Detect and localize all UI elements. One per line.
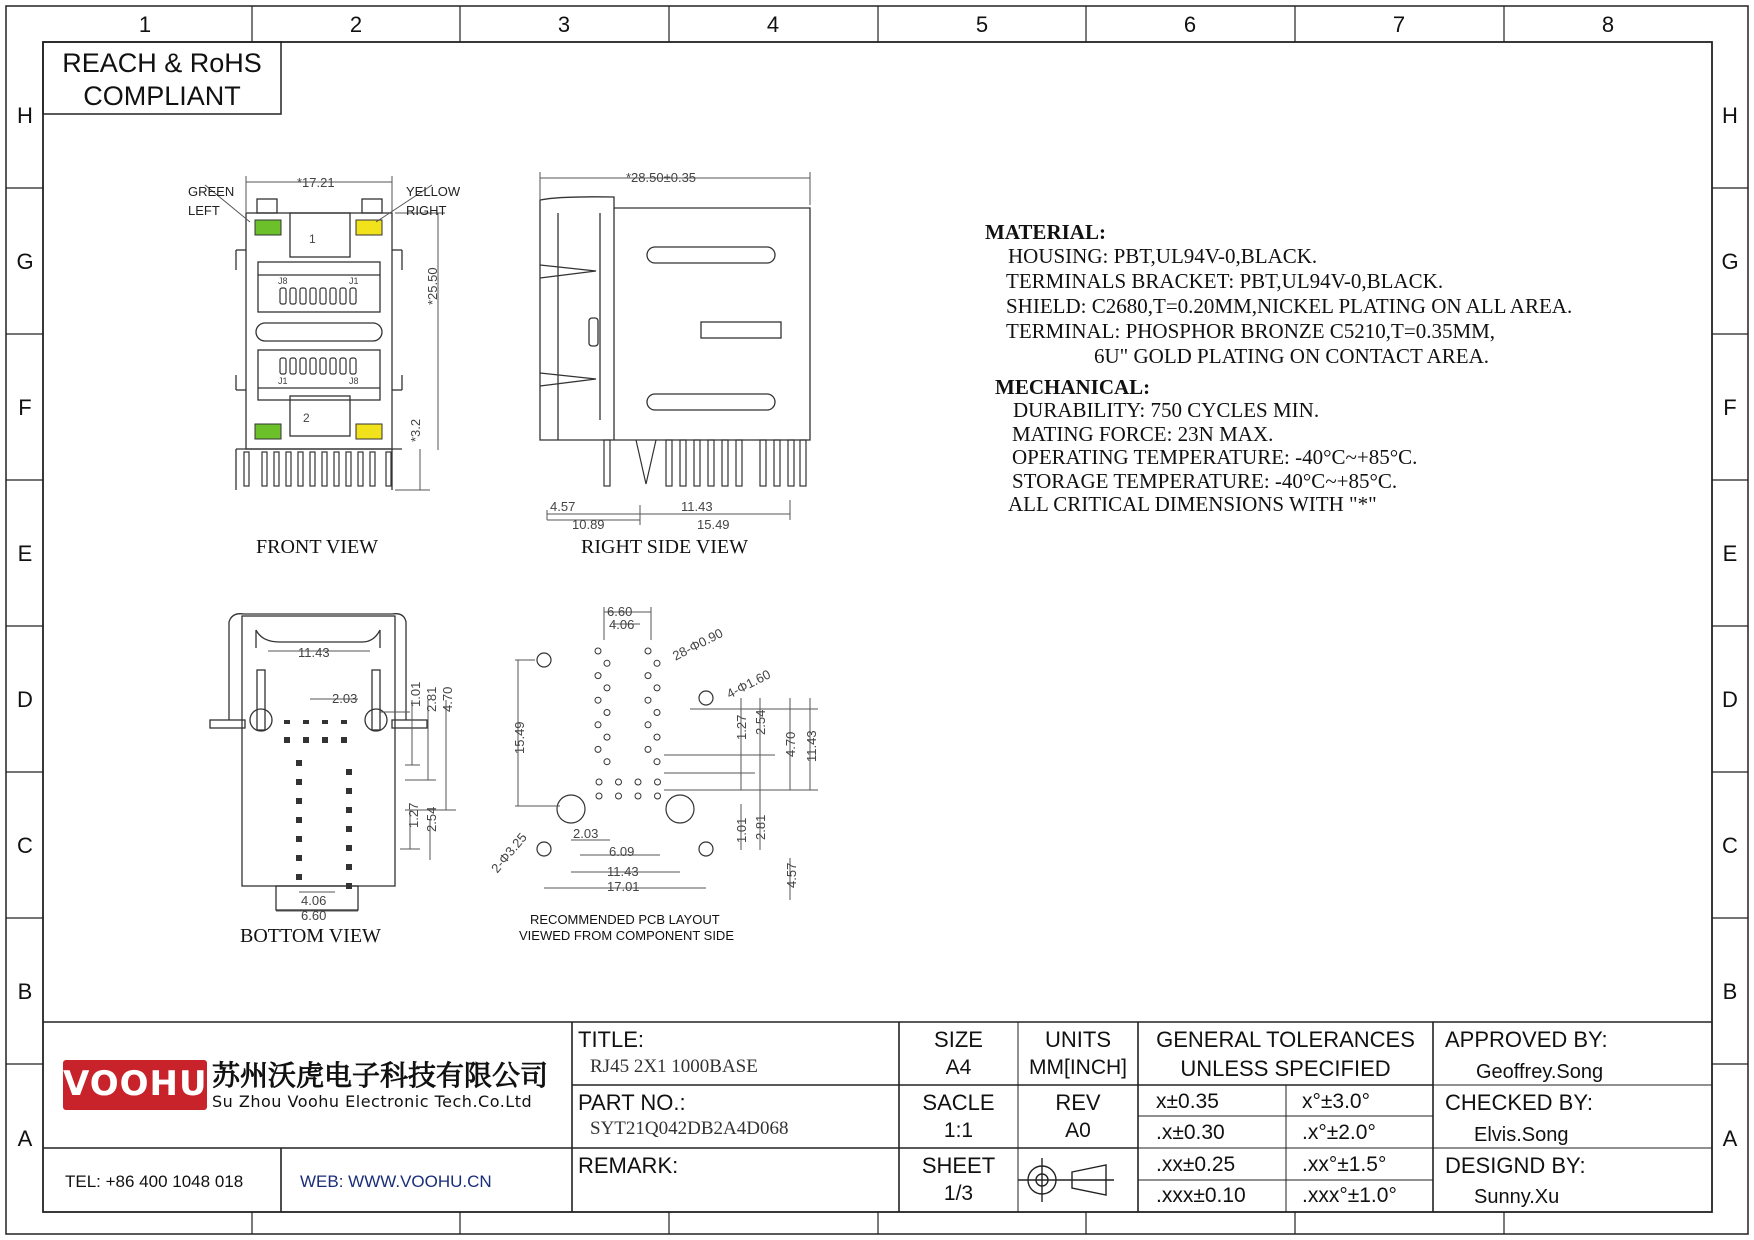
mechanical-line-2: MATING FORCE: 23N MAX. bbox=[1012, 422, 1274, 446]
units-value: MM[INCH] bbox=[1029, 1056, 1127, 1079]
pcb-title-line1: RECOMMENDED PCB LAYOUT bbox=[530, 912, 720, 927]
pcb-dim-1-01: 1.01 bbox=[734, 817, 749, 843]
pcb-dim-2-81: 2.81 bbox=[753, 814, 768, 840]
title-label: TITLE: bbox=[578, 1027, 645, 1052]
pcb-dim-6-60: 6.60 bbox=[607, 604, 633, 619]
compliance-line2: COMPLIANT bbox=[83, 81, 241, 111]
bottom-dim-1-01: 1.01 bbox=[408, 681, 423, 707]
title-value: RJ45 2X1 1000BASE bbox=[590, 1056, 758, 1077]
front-dim-height: *25.50 bbox=[425, 267, 440, 305]
compliance-line1: REACH & RoHS bbox=[62, 48, 262, 78]
pcb-dim-15-49: 15.49 bbox=[512, 721, 527, 754]
side-dim-length: *28.50±0.35 bbox=[626, 170, 697, 185]
bottom-dim-1-27: 1.27 bbox=[406, 802, 421, 828]
scale-label: SACLE bbox=[922, 1090, 995, 1115]
zone-row-b-right: B bbox=[1722, 979, 1738, 1004]
zone-row-d-right: D bbox=[1722, 687, 1738, 712]
sheet-value: 1/3 bbox=[943, 1182, 974, 1205]
front-j1-top: J1 bbox=[349, 276, 359, 286]
bottom-dim-4-06: 4.06 bbox=[301, 893, 327, 908]
logo-text: VOOHU bbox=[63, 1064, 208, 1104]
bottom-dim-2-81: 2.81 bbox=[424, 686, 439, 712]
remark-label: REMARK: bbox=[578, 1153, 679, 1178]
size-value: A4 bbox=[945, 1056, 972, 1079]
approved-label: APPROVED BY: bbox=[1445, 1027, 1608, 1052]
zone-row-f-left: F bbox=[18, 395, 32, 420]
front-view-title: FRONT VIEW bbox=[256, 536, 379, 558]
front-label-yellow: YELLOW bbox=[406, 184, 461, 199]
zone-col-8: 8 bbox=[1601, 12, 1615, 37]
tolerance-angular-4: .xxx°±1.0° bbox=[1302, 1184, 1397, 1207]
zone-col-2: 2 bbox=[349, 12, 363, 37]
sheet-label: SHEET bbox=[921, 1153, 996, 1178]
tolerances-label-1: GENERAL TOLERANCES bbox=[1156, 1027, 1415, 1052]
front-dim-width: *17.21 bbox=[297, 175, 335, 190]
company-web[interactable]: WEB: WWW.VOOHU.CN bbox=[300, 1172, 492, 1191]
material-heading: MATERIAL: bbox=[985, 220, 1106, 244]
pcb-dim-2-03: 2.03 bbox=[573, 826, 599, 841]
bottom-dim-2-03: 2.03 bbox=[332, 691, 358, 706]
zone-row-e-left: E bbox=[17, 541, 33, 566]
tolerances-label-2: UNLESS SPECIFIED bbox=[1180, 1056, 1391, 1081]
rev-label: REV bbox=[1055, 1090, 1101, 1115]
pcb-dim-4-06: 4.06 bbox=[609, 617, 635, 632]
bottom-dim-4-70: 4.70 bbox=[440, 686, 455, 712]
pcb-dim-2-54: 2.54 bbox=[753, 709, 768, 735]
pcb-dim-17-01: 17.01 bbox=[607, 879, 640, 894]
size-label: SIZE bbox=[934, 1027, 983, 1052]
scale-value: 1:1 bbox=[943, 1119, 974, 1142]
pcb-dim-1-60: 4-Φ1.60 bbox=[724, 666, 773, 702]
front-dim-3-2: *3.2 bbox=[408, 418, 423, 442]
mechanical-heading: MECHANICAL: bbox=[995, 375, 1151, 399]
front-j8-top: J8 bbox=[278, 276, 288, 286]
checked-value: Elvis.Song bbox=[1474, 1124, 1569, 1146]
zone-row-c-right: C bbox=[1722, 833, 1738, 858]
company-name-cn: 苏州沃虎电子科技有限公司 bbox=[212, 1059, 549, 1092]
side-dim-4-57: 4.57 bbox=[550, 499, 576, 514]
designed-value: Sunny.Xu bbox=[1474, 1186, 1560, 1208]
designed-label: DESIGND BY: bbox=[1445, 1153, 1586, 1178]
mechanical-line-5: ALL CRITICAL DIMENSIONS WITH "*" bbox=[1008, 492, 1377, 516]
company-tel: TEL: +86 400 1048 018 bbox=[65, 1172, 244, 1191]
units-label: UNITS bbox=[1045, 1027, 1111, 1052]
pcb-dim-4-70: 4.70 bbox=[783, 731, 798, 757]
pcb-dim-4-57: 4.57 bbox=[784, 862, 799, 888]
right-side-view-title: RIGHT SIDE VIEW bbox=[581, 536, 749, 558]
zone-col-4: 4 bbox=[766, 12, 780, 37]
front-label-right: RIGHT bbox=[406, 203, 447, 218]
pcb-dim-11-43-vertical: 11.43 bbox=[804, 730, 819, 762]
pcb-title-line2: VIEWED FROM COMPONENT SIDE bbox=[519, 928, 734, 943]
front-j8-bottom: J8 bbox=[349, 376, 359, 386]
approved-value: Geoffrey.Song bbox=[1476, 1061, 1604, 1083]
zone-col-5: 5 bbox=[975, 12, 989, 37]
front-label-green: GREEN bbox=[188, 184, 235, 199]
zone-col-7: 7 bbox=[1392, 12, 1406, 37]
pcb-dim-1-27: 1.27 bbox=[734, 714, 749, 740]
front-port-2: 2 bbox=[303, 411, 310, 425]
front-j1-bottom: J1 bbox=[278, 376, 288, 386]
zone-row-a-right: A bbox=[1722, 1126, 1738, 1151]
tolerance-linear-3: .xx±0.25 bbox=[1156, 1153, 1236, 1176]
zone-row-d-left: D bbox=[17, 687, 33, 712]
pcb-dim-11-43: 11.43 bbox=[607, 864, 639, 879]
zone-row-h-right: H bbox=[1722, 103, 1738, 128]
side-dim-11-43: 11.43 bbox=[681, 499, 713, 514]
part-no-label: PART NO.: bbox=[578, 1090, 686, 1115]
mechanical-line-1: DURABILITY: 750 CYCLES MIN. bbox=[1013, 398, 1320, 422]
zone-row-b-left: B bbox=[17, 979, 33, 1004]
side-dim-15-49: 15.49 bbox=[697, 517, 730, 532]
mechanical-line-3: OPERATING TEMPERATURE: -40°C~+85°C. bbox=[1012, 445, 1418, 469]
material-line-3: SHIELD: C2680,T=0.20MM,NICKEL PLATING ON ALL AREA. bbox=[1006, 294, 1573, 318]
tolerance-angular-1: x°±3.0° bbox=[1302, 1090, 1371, 1113]
bottom-view-title: BOTTOM VIEW bbox=[240, 925, 381, 947]
material-line-5: 6U" GOLD PLATING ON CONTACT AREA. bbox=[1094, 344, 1490, 368]
tolerance-angular-3: .xx°±1.5° bbox=[1302, 1153, 1387, 1176]
zone-row-h-left: H bbox=[17, 103, 33, 128]
front-port-1: 1 bbox=[309, 232, 316, 246]
side-dim-10-89: 10.89 bbox=[572, 517, 605, 532]
bottom-dim-2-54: 2.54 bbox=[424, 806, 439, 832]
pcb-dim-holes: 28-Φ0.90 bbox=[670, 625, 726, 664]
zone-row-c-left: C bbox=[17, 833, 33, 858]
front-label-left: LEFT bbox=[188, 203, 220, 218]
mechanical-line-4: STORAGE TEMPERATURE: -40°C~+85°C. bbox=[1012, 469, 1398, 493]
zone-row-e-right: E bbox=[1722, 541, 1738, 566]
zone-row-g-left: G bbox=[16, 249, 34, 274]
company-name-en: Su Zhou Voohu Electronic Tech.Co.Ltd bbox=[212, 1092, 533, 1111]
tolerance-linear-1: x±0.35 bbox=[1156, 1090, 1219, 1113]
zone-col-3: 3 bbox=[557, 12, 571, 37]
zone-col-1: 1 bbox=[138, 12, 152, 37]
tolerance-linear-2: .x±0.30 bbox=[1156, 1121, 1225, 1144]
tolerance-linear-4: .xxx±0.10 bbox=[1156, 1184, 1246, 1207]
zone-col-6: 6 bbox=[1183, 12, 1197, 37]
bottom-dim-11-43: 11.43 bbox=[298, 645, 330, 660]
material-line-1: HOUSING: PBT,UL94V-0,BLACK. bbox=[1008, 244, 1318, 268]
zone-row-g-right: G bbox=[1721, 249, 1739, 274]
checked-label: CHECKED BY: bbox=[1445, 1090, 1593, 1115]
zone-row-a-left: A bbox=[17, 1126, 33, 1151]
part-no-value: SYT21Q042DB2A4D068 bbox=[590, 1118, 789, 1139]
material-line-2: TERMINALS BRACKET: PBT,UL94V-0,BLACK. bbox=[1006, 269, 1444, 293]
material-line-4: TERMINAL: PHOSPHOR BRONZE C5210,T=0.35MM, bbox=[1006, 319, 1496, 343]
bottom-dim-6-60: 6.60 bbox=[301, 908, 327, 923]
pcb-dim-3-25: 2-Φ3.25 bbox=[488, 829, 530, 876]
zone-row-f-right: F bbox=[1723, 395, 1737, 420]
rev-value: A0 bbox=[1065, 1119, 1091, 1142]
tolerance-angular-2: .x°±2.0° bbox=[1302, 1121, 1376, 1144]
pcb-dim-6-09: 6.09 bbox=[609, 844, 635, 859]
